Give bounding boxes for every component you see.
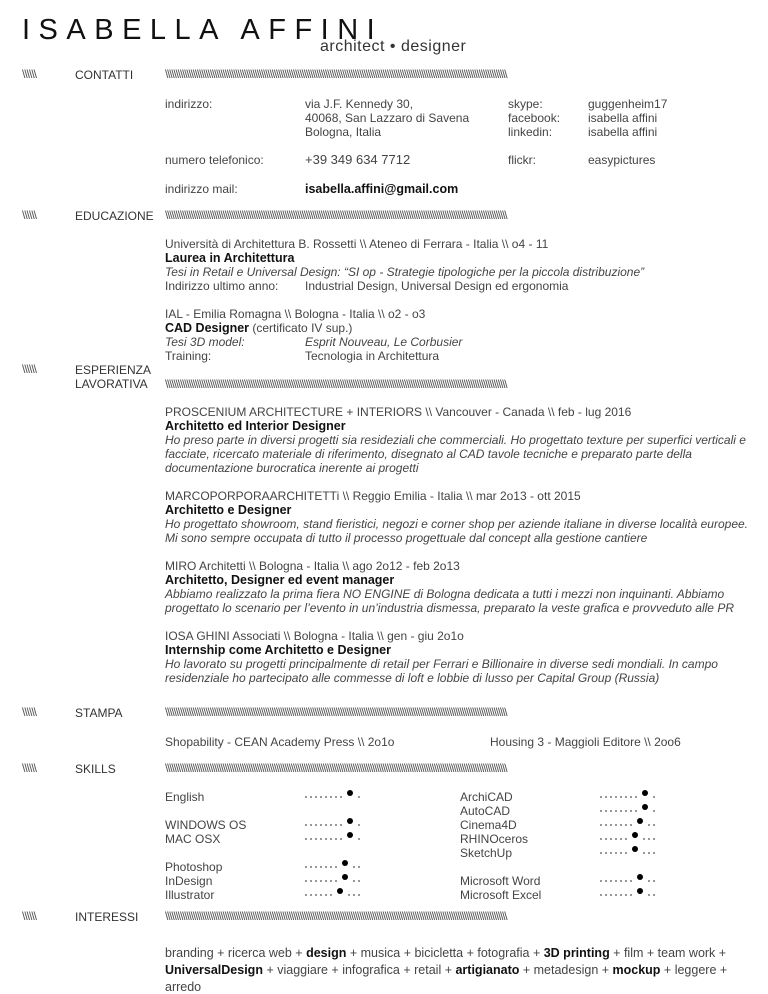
interest-separator: + bbox=[400, 946, 415, 960]
interest-item: musica bbox=[360, 946, 401, 960]
skill-rating bbox=[305, 836, 360, 842]
rating-dot bbox=[615, 894, 617, 896]
rating-dot bbox=[315, 796, 317, 798]
linkedin-value[interactable]: isabella affini bbox=[588, 125, 658, 139]
address-line: Bologna, Italia bbox=[305, 125, 382, 139]
interest-separator: + bbox=[463, 946, 478, 960]
experience-entry bbox=[165, 405, 755, 475]
phone-value[interactable]: +39 349 634 7712 bbox=[305, 152, 411, 167]
rating-dot bbox=[643, 838, 645, 840]
rating-marker-dot bbox=[642, 804, 648, 810]
rating-dot bbox=[630, 824, 632, 826]
rating-dot bbox=[610, 810, 612, 812]
education-line-value: Tecnologia in Architettura bbox=[305, 349, 440, 363]
rating-dot bbox=[600, 824, 602, 826]
section-marker: \\\\\\ bbox=[22, 909, 37, 923]
rating-dot bbox=[353, 866, 355, 868]
interest-separator: + bbox=[598, 963, 613, 977]
facebook-value[interactable]: isabella affini bbox=[588, 111, 658, 125]
interest-item: fotografia bbox=[477, 946, 530, 960]
skill-name: InDesign bbox=[165, 874, 213, 888]
interest-separator: + bbox=[660, 963, 675, 977]
rating-dot bbox=[330, 894, 332, 896]
rating-dot bbox=[648, 838, 650, 840]
experience-role: Architetto e Designer bbox=[165, 503, 292, 517]
rating-marker-dot bbox=[637, 888, 643, 894]
interest-separator: + bbox=[213, 946, 228, 960]
skill-rating bbox=[305, 794, 360, 800]
experience-role: Architetto, Designer ed event manager bbox=[165, 573, 395, 587]
rating-dot bbox=[320, 866, 322, 868]
experience-header: PROSCENIUM ARCHITECTURE + INTERIORS \\ Vancouver - Canada \\ feb - lug 2016 bbox=[165, 405, 632, 419]
interest-item: metadesign bbox=[533, 963, 599, 977]
rating-dot bbox=[358, 796, 360, 798]
interest-item: leggere bbox=[674, 963, 717, 977]
rating-dot bbox=[358, 894, 360, 896]
rating-dot bbox=[653, 894, 655, 896]
interest-item: ricerca web bbox=[227, 946, 292, 960]
skill-rating bbox=[600, 794, 655, 800]
rating-dot bbox=[330, 796, 332, 798]
education-entry bbox=[165, 307, 755, 363]
rating-dot bbox=[310, 866, 312, 868]
experience-desc: Ho preso parte in diversi progetti sia resideziali che commerciali. Ho progettato texture per superfici verticali e facciate, ricercato materiale di riferimento, disegnato al CAD tavole tecniche e preparato parte della documentazione burocratica inerente ai progetti bbox=[165, 433, 746, 475]
rating-dot bbox=[305, 866, 307, 868]
section-divider: \\\\\\\\\\\\\\\\\\\\\\\\\\\\\\\\\\\\\\\\\\\\\\\\\\\\\\\\\\\\\\\\\\\\\\\\\\\\\\\\\\\\\\\\\\\\\\\\\\\\\\\\\\\\\\\\\\\\\\\\\\\\\\\\\\\\\\\\\\\\\\\\\\\\\\\\\\\\\\\\ bbox=[165, 909, 507, 923]
experience-desc: Abbiamo realizzato la prima fiera NO ENGINE di Bologna dedicata a tutti i mezzi non inquinanti. Abbiamo progettato lo scenario per l’evento in un’industria dismessa, preparato la veste grafica e provveduto alle PR bbox=[165, 587, 734, 615]
rating-dot bbox=[305, 894, 307, 896]
interest-separator: + bbox=[327, 963, 343, 977]
address-label: indirizzo: bbox=[165, 97, 213, 111]
section-title-contatti: CONTATTI bbox=[75, 68, 134, 82]
section-marker: \\\\\\ bbox=[22, 761, 37, 775]
rating-dot bbox=[600, 880, 602, 882]
rating-dot bbox=[340, 796, 342, 798]
rating-dot bbox=[630, 796, 632, 798]
rating-dot bbox=[620, 838, 622, 840]
rating-marker-dot bbox=[347, 818, 353, 824]
rating-dot bbox=[620, 796, 622, 798]
rating-dot bbox=[335, 824, 337, 826]
linkedin-label: linkedin: bbox=[508, 125, 553, 139]
skill-row bbox=[165, 790, 460, 804]
skill-rating bbox=[600, 878, 655, 884]
section-title-stampa: STAMPA bbox=[75, 706, 123, 720]
rating-dot bbox=[625, 824, 627, 826]
rating-dot bbox=[353, 894, 355, 896]
rating-dot bbox=[310, 880, 312, 882]
phone-label: numero telefonico: bbox=[165, 153, 264, 167]
section-title-interessi: INTERESSI bbox=[75, 910, 139, 924]
skype-value: guggenheim17 bbox=[588, 97, 668, 111]
rating-dot bbox=[325, 866, 327, 868]
rating-dot bbox=[330, 880, 332, 882]
interest-separator: + bbox=[291, 946, 307, 960]
experience-desc: Ho lavorato su progetti principalmente di retail per Ferrari e Billionaire in diverse sedi mondiali. In campo residenziale ho partecipato alle commesse di loft e lobbie di lusso per Capital Group (Russia) bbox=[165, 657, 718, 685]
experience-desc: Ho progettato showroom, stand fieristici, negozi e corner shop per aziende italiane in diverse località europee. Mi sono sempre occupata di tutto il processo progettuale dal concept alla gestione cantiere bbox=[165, 517, 748, 545]
interest-item: bicicletta bbox=[414, 946, 464, 960]
section-divider: \\\\\\\\\\\\\\\\\\\\\\\\\\\\\\\\\\\\\\\\\\\\\\\\\\\\\\\\\\\\\\\\\\\\\\\\\\\\\\\\\\\\\\\\\\\\\\\\\\\\\\\\\\\\\\\\\\\\\\\\\\\\\\\\\\\\\\\\\\\\\\\\\\\\\\\\\\\\\\\\ bbox=[165, 208, 507, 222]
interest-separator: + bbox=[441, 963, 456, 977]
interest-item: branding bbox=[165, 946, 214, 960]
rating-dot bbox=[620, 880, 622, 882]
rating-dot bbox=[310, 824, 312, 826]
press-item: Housing 3 - Maggioli Editore \\ 2oo6 bbox=[490, 735, 681, 749]
rating-marker-dot bbox=[632, 832, 638, 838]
rating-dot bbox=[653, 796, 655, 798]
education-header: IAL - Emilia Romagna \\ Bologna - Italia \\ o2 - o3 bbox=[165, 307, 426, 321]
rating-dot bbox=[315, 880, 317, 882]
rating-dot bbox=[615, 838, 617, 840]
rating-dot bbox=[335, 838, 337, 840]
skill-rating bbox=[305, 892, 360, 898]
rating-dot bbox=[605, 810, 607, 812]
rating-dot bbox=[648, 824, 650, 826]
rating-dot bbox=[635, 810, 637, 812]
skill-rating bbox=[600, 808, 655, 814]
skill-name: SketchUp bbox=[460, 846, 513, 860]
skill-row bbox=[460, 888, 755, 902]
interest-item: UniversalDesign bbox=[165, 963, 263, 977]
education-line-label: Indirizzo ultimo anno: bbox=[165, 279, 279, 293]
section-divider: \\\\\\\\\\\\\\\\\\\\\\\\\\\\\\\\\\\\\\\\\\\\\\\\\\\\\\\\\\\\\\\\\\\\\\\\\\\\\\\\\\\\\\\\\\\\\\\\\\\\\\\\\\\\\\\\\\\\\\\\\\\\\\\\\\\\\\\\\\\\\\\\\\\\\\\\\\\\\\\\ bbox=[165, 377, 507, 391]
section-title-educazione: EDUCAZIONE bbox=[75, 209, 154, 223]
rating-marker-dot bbox=[347, 790, 353, 796]
rating-dot bbox=[643, 852, 645, 854]
rating-dot bbox=[635, 796, 637, 798]
skill-row bbox=[460, 832, 755, 846]
rating-dot bbox=[610, 824, 612, 826]
address-line: via J.F. Kennedy 30, bbox=[305, 97, 414, 111]
rating-dot bbox=[330, 866, 332, 868]
flickr-label: flickr: bbox=[508, 153, 536, 167]
skill-name: MAC OSX bbox=[165, 832, 221, 846]
skill-name: ArchiCAD bbox=[460, 790, 513, 804]
rating-dot bbox=[605, 852, 607, 854]
skill-name: Microsoft Word bbox=[460, 874, 541, 888]
rating-marker-dot bbox=[637, 818, 643, 824]
rating-dot bbox=[625, 880, 627, 882]
education-line-label: Tesi 3D model: bbox=[165, 335, 245, 349]
rating-dot bbox=[615, 880, 617, 882]
rating-marker-dot bbox=[347, 832, 353, 838]
rating-dot bbox=[615, 810, 617, 812]
rating-dot bbox=[605, 796, 607, 798]
education-header: Università di Architettura B. Rossetti \\ Ateneo di Ferrara - Italia \\ o4 - 11 bbox=[165, 237, 549, 251]
rating-dot bbox=[653, 838, 655, 840]
rating-dot bbox=[320, 894, 322, 896]
section-marker: \\\\\\ bbox=[22, 208, 37, 222]
address-line: 40068, San Lazzaro di Savena bbox=[305, 111, 470, 125]
rating-dot bbox=[615, 824, 617, 826]
skills-grid bbox=[165, 790, 755, 902]
rating-dot bbox=[325, 824, 327, 826]
rating-dot bbox=[325, 796, 327, 798]
rating-dot bbox=[305, 824, 307, 826]
rating-dot bbox=[330, 824, 332, 826]
rating-dot bbox=[610, 838, 612, 840]
rating-dot bbox=[340, 824, 342, 826]
interest-item: film bbox=[623, 946, 644, 960]
rating-dot bbox=[605, 894, 607, 896]
candidate-name: ISABELLA AFFINI bbox=[22, 14, 384, 46]
rating-dot bbox=[305, 796, 307, 798]
skill-row bbox=[460, 846, 755, 860]
experience-header: MIRO Architetti \\ Bologna - Italia \\ ago 2o12 - feb 2o13 bbox=[165, 559, 460, 573]
interest-item: viaggiare bbox=[277, 963, 328, 977]
skill-row bbox=[165, 832, 460, 846]
experience-entry bbox=[165, 559, 755, 615]
mail-label: indirizzo mail: bbox=[165, 182, 238, 196]
rating-dot bbox=[620, 894, 622, 896]
skill-rating bbox=[600, 892, 655, 898]
rating-dot bbox=[605, 838, 607, 840]
skill-name: RHINOceros bbox=[460, 832, 529, 846]
rating-dot bbox=[605, 824, 607, 826]
interest-separator: + bbox=[346, 946, 361, 960]
rating-dot bbox=[315, 894, 317, 896]
rating-dot bbox=[630, 880, 632, 882]
rating-dot bbox=[353, 880, 355, 882]
education-title: Laurea in Architettura bbox=[165, 251, 295, 265]
education-list bbox=[165, 237, 755, 377]
rating-dot bbox=[320, 838, 322, 840]
rating-dot bbox=[335, 880, 337, 882]
contacts-block bbox=[165, 97, 755, 196]
rating-dot bbox=[625, 894, 627, 896]
rating-dot bbox=[325, 894, 327, 896]
section-title-skills: SKILLS bbox=[75, 762, 116, 776]
education-entry bbox=[165, 237, 755, 293]
experience-role: Architetto ed Interior Designer bbox=[165, 419, 346, 433]
interest-item: infografica bbox=[342, 963, 400, 977]
rating-dot bbox=[310, 838, 312, 840]
interest-item: design bbox=[306, 946, 347, 960]
rating-dot bbox=[310, 894, 312, 896]
skills-column-right bbox=[460, 790, 755, 902]
education-line-value: Esprit Nouveau, Le Corbusier bbox=[305, 335, 463, 349]
education-line-value: Industrial Design, Universal Design ed ergonomia bbox=[305, 279, 569, 293]
skill-rating bbox=[600, 850, 655, 856]
rating-dot bbox=[653, 810, 655, 812]
rating-dot bbox=[600, 894, 602, 896]
rating-dot bbox=[630, 810, 632, 812]
skill-row bbox=[460, 804, 755, 818]
rating-dot bbox=[648, 894, 650, 896]
skill-rating bbox=[305, 864, 360, 870]
rating-dot bbox=[625, 852, 627, 854]
rating-dot bbox=[615, 796, 617, 798]
skill-row bbox=[165, 874, 460, 888]
rating-dot bbox=[648, 852, 650, 854]
experience-entry bbox=[165, 489, 755, 545]
rating-dot bbox=[610, 894, 612, 896]
skill-name: Microsoft Excel bbox=[460, 888, 542, 902]
interest-item: 3D printing bbox=[543, 946, 610, 960]
interest-item: team work bbox=[657, 946, 716, 960]
interest-separator: + bbox=[519, 963, 534, 977]
experience-header: MARCOPORPORAARCHITETTi \\ Reggio Emilia - Italia \\ mar 2o13 - ott 2015 bbox=[165, 489, 581, 503]
skill-name: WINDOWS OS bbox=[165, 818, 247, 832]
experience-role: Internship come Architetto e Designer bbox=[165, 643, 391, 657]
rating-dot bbox=[315, 866, 317, 868]
rating-dot bbox=[325, 880, 327, 882]
rating-dot bbox=[325, 838, 327, 840]
interest-item: retail bbox=[414, 963, 442, 977]
rating-dot bbox=[358, 838, 360, 840]
rating-dot bbox=[625, 796, 627, 798]
skill-row bbox=[460, 818, 755, 832]
rating-dot bbox=[625, 838, 627, 840]
skill-rating bbox=[600, 836, 655, 842]
interest-separator: + bbox=[643, 946, 658, 960]
skill-row bbox=[460, 790, 755, 804]
rating-dot bbox=[600, 852, 602, 854]
rating-dot bbox=[600, 810, 602, 812]
rating-marker-dot bbox=[637, 874, 643, 880]
mail-value[interactable]: isabella.affini@gmail.com bbox=[305, 182, 459, 196]
experience-entry bbox=[165, 629, 755, 685]
rating-marker-dot bbox=[642, 790, 648, 796]
rating-dot bbox=[620, 810, 622, 812]
rating-marker-dot bbox=[337, 888, 343, 894]
rating-dot bbox=[335, 866, 337, 868]
rating-dot bbox=[348, 894, 350, 896]
rating-dot bbox=[340, 838, 342, 840]
skill-name: Cinema4D bbox=[460, 818, 517, 832]
rating-dot bbox=[330, 838, 332, 840]
skill-row bbox=[460, 874, 755, 888]
skill-name: Illustrator bbox=[165, 888, 215, 902]
interest-separator: + bbox=[609, 946, 624, 960]
section-divider: \\\\\\\\\\\\\\\\\\\\\\\\\\\\\\\\\\\\\\\\\\\\\\\\\\\\\\\\\\\\\\\\\\\\\\\\\\\\\\\\\\\\\\\\\\\\\\\\\\\\\\\\\\\\\\\\\\\\\\\\\\\\\\\\\\\\\\\\\\\\\\\\\\\\\\\\\\\\\\\\ bbox=[165, 705, 507, 719]
rating-dot bbox=[358, 866, 360, 868]
education-thesis: Tesi in Retail e Universal Design: “SI op - Strategie tipologiche per la piccola distribuzione” bbox=[165, 265, 645, 279]
rating-dot bbox=[620, 824, 622, 826]
rating-dot bbox=[305, 838, 307, 840]
rating-dot bbox=[320, 880, 322, 882]
interest-separator: + bbox=[262, 963, 278, 977]
experience-header: IOSA GHINI Associati \\ Bologna - Italia \\ gen - giu 2o1o bbox=[165, 629, 464, 643]
experience-list bbox=[165, 405, 755, 699]
section-marker: \\\\\\ bbox=[22, 362, 37, 376]
rating-dot bbox=[653, 880, 655, 882]
press-item: Shopability - CEAN Academy Press \\ 2o1o bbox=[165, 735, 395, 749]
interest-separator: + bbox=[715, 946, 727, 960]
rating-marker-dot bbox=[632, 846, 638, 852]
press-list bbox=[165, 735, 755, 749]
interest-separator: + bbox=[399, 963, 415, 977]
rating-dot bbox=[335, 796, 337, 798]
skill-name: English bbox=[165, 790, 205, 804]
skill-name: AutoCAD bbox=[460, 804, 511, 818]
skill-name: Photoshop bbox=[165, 860, 223, 874]
interest-item: artigianato bbox=[455, 963, 520, 977]
rating-dot bbox=[305, 880, 307, 882]
skill-rating bbox=[305, 822, 360, 828]
rating-dot bbox=[620, 852, 622, 854]
rating-dot bbox=[600, 796, 602, 798]
section-divider: \\\\\\\\\\\\\\\\\\\\\\\\\\\\\\\\\\\\\\\\\\\\\\\\\\\\\\\\\\\\\\\\\\\\\\\\\\\\\\\\\\\\\\\\\\\\\\\\\\\\\\\\\\\\\\\\\\\\\\\\\\\\\\\\\\\\\\\\\\\\\\\\\\\\\\\\\\\\\\\\ bbox=[165, 67, 507, 81]
education-title: CAD Designer bbox=[165, 321, 250, 335]
rating-dot bbox=[358, 880, 360, 882]
rating-dot bbox=[625, 810, 627, 812]
rating-dot bbox=[610, 880, 612, 882]
rating-dot bbox=[610, 796, 612, 798]
rating-dot bbox=[653, 852, 655, 854]
section-title-esperienza: ESPERIENZA LAVORATIVA bbox=[75, 363, 151, 391]
rating-dot bbox=[610, 852, 612, 854]
rating-dot bbox=[310, 796, 312, 798]
skype-label: skype: bbox=[508, 97, 543, 111]
rating-dot bbox=[320, 824, 322, 826]
interest-separator: + bbox=[716, 963, 728, 977]
flickr-value[interactable]: easypictures bbox=[588, 153, 656, 167]
rating-marker-dot bbox=[342, 860, 348, 866]
skill-rating bbox=[600, 822, 655, 828]
rating-dot bbox=[315, 824, 317, 826]
rating-dot bbox=[605, 880, 607, 882]
skill-rating bbox=[305, 878, 360, 884]
section-marker: \\\\\\ bbox=[22, 67, 37, 81]
rating-dot bbox=[648, 880, 650, 882]
section-divider: \\\\\\\\\\\\\\\\\\\\\\\\\\\\\\\\\\\\\\\\\\\\\\\\\\\\\\\\\\\\\\\\\\\\\\\\\\\\\\\\\\\\\\\\\\\\\\\\\\\\\\\\\\\\\\\\\\\\\\\\\\\\\\\\\\\\\\\\\\\\\\\\\\\\\\\\\\\\\\\\ bbox=[165, 761, 507, 775]
section-marker: \\\\\\ bbox=[22, 705, 37, 719]
education-line-label: Training: bbox=[165, 349, 212, 363]
skill-row bbox=[165, 888, 460, 902]
skill-row bbox=[165, 818, 460, 832]
rating-dot bbox=[320, 796, 322, 798]
rating-dot bbox=[653, 824, 655, 826]
rating-dot bbox=[630, 894, 632, 896]
education-title-note: (certificato IV sup.) bbox=[249, 321, 353, 335]
interest-separator: + bbox=[529, 946, 544, 960]
rating-dot bbox=[615, 852, 617, 854]
candidate-subtitle: architect • designer bbox=[320, 38, 467, 55]
rating-dot bbox=[600, 838, 602, 840]
rating-dot bbox=[358, 824, 360, 826]
skill-row bbox=[165, 860, 460, 874]
interests-list bbox=[165, 945, 755, 994]
skills-column-left bbox=[165, 790, 460, 902]
facebook-label: facebook: bbox=[508, 111, 561, 125]
rating-marker-dot bbox=[342, 874, 348, 880]
interest-item: arredo bbox=[165, 980, 202, 994]
interest-item: mockup bbox=[612, 963, 661, 977]
rating-dot bbox=[315, 838, 317, 840]
